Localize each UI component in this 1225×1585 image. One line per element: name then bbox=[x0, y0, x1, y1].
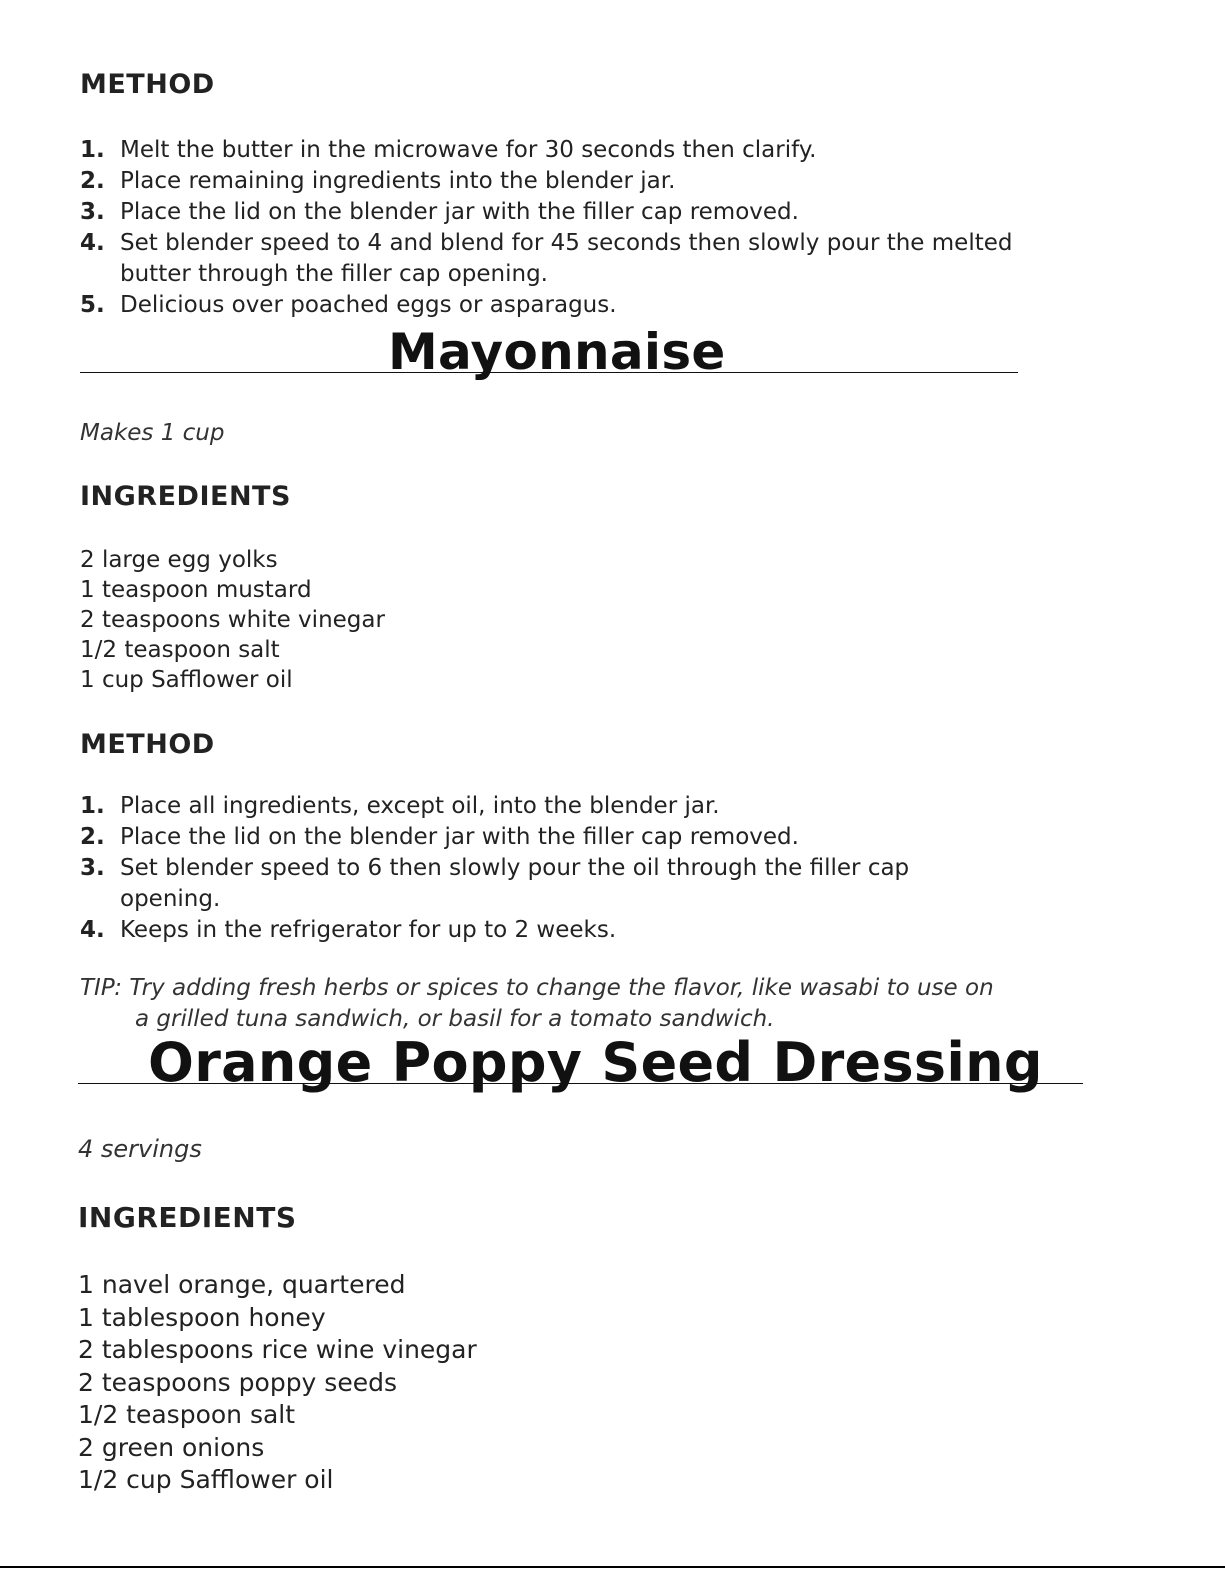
method-step bbox=[80, 853, 920, 915]
recipe-yield: 4 servings bbox=[78, 1135, 202, 1163]
method-step bbox=[80, 197, 1040, 228]
recipe-yield: Makes 1 cup bbox=[80, 420, 225, 446]
method-step bbox=[80, 822, 920, 853]
ingredient-item: 1 navel orange, quartered bbox=[78, 1270, 406, 1299]
step-number: 4. bbox=[80, 230, 105, 256]
step-text: Set blender speed to 4 and blend for 45 seconds then slowly pour the melted butter through the filler cap opening. bbox=[120, 230, 1013, 287]
method-step bbox=[80, 290, 1040, 321]
method-steps bbox=[80, 135, 1040, 321]
ingredient-item: 1 cup Safflower oil bbox=[80, 667, 293, 693]
step-number: 2. bbox=[80, 168, 105, 194]
method-step bbox=[80, 791, 920, 822]
tip-text: TIP: Try adding fresh herbs or spices to change the flavor, like wasabi to use on a grilled tuna sandwich, or basil for a tomato sandwich. bbox=[80, 975, 994, 1032]
step-text: Place remaining ingredients into the blender jar. bbox=[120, 168, 676, 194]
step-number: 5. bbox=[80, 292, 105, 318]
step-text: Set blender speed to 6 then slowly pour the oil through the filler cap opening. bbox=[120, 855, 910, 912]
method-step bbox=[80, 166, 1040, 197]
ingredient-item: 2 green onions bbox=[78, 1432, 265, 1462]
method-step bbox=[80, 135, 1040, 166]
ingredient-item: 2 teaspoons white vinegar bbox=[80, 607, 385, 633]
step-text: Melt the butter in the microwave for 30 seconds then clarify. bbox=[120, 137, 817, 163]
ingredient-item: 1 tablespoon honey bbox=[78, 1302, 326, 1332]
step-number: 4. bbox=[80, 917, 105, 943]
recipe-title-orange-poppy-seed-dressing: Orange Poppy Seed Dressing bbox=[148, 1031, 1043, 1094]
method-step bbox=[80, 915, 920, 946]
method-steps bbox=[80, 791, 920, 946]
step-number: 3. bbox=[80, 855, 105, 881]
method-heading: METHOD bbox=[80, 69, 215, 100]
step-number: 2. bbox=[80, 824, 105, 850]
method-heading: METHOD bbox=[80, 729, 215, 760]
step-text: Place the lid on the blender jar with the filler cap removed. bbox=[120, 199, 799, 225]
ingredients-list bbox=[80, 545, 385, 695]
ingredient-item: 2 teaspoons poppy seeds bbox=[78, 1367, 397, 1397]
method-step bbox=[80, 228, 1040, 290]
step-number: 1. bbox=[80, 137, 105, 163]
step-text: Delicious over poached eggs or asparagus. bbox=[120, 292, 617, 318]
ingredient-item: 1 teaspoon mustard bbox=[80, 577, 312, 603]
page-bottom-rule bbox=[0, 1566, 1225, 1568]
ingredient-item: 1/2 teaspoon salt bbox=[78, 1400, 296, 1429]
step-text: Place all ingredients, except oil, into the blender jar. bbox=[120, 793, 720, 819]
ingredient-item: 1/2 cup Safflower oil bbox=[78, 1465, 334, 1494]
step-number: 3. bbox=[80, 199, 105, 225]
step-text: Keeps in the refrigerator for up to 2 weeks. bbox=[120, 917, 617, 943]
ingredients-heading: INGREDIENTS bbox=[80, 481, 291, 512]
step-number: 1. bbox=[80, 793, 105, 819]
ingredient-item: 2 large egg yolks bbox=[80, 547, 278, 573]
recipe-title-mayonnaise: Mayonnaise bbox=[388, 323, 726, 381]
ingredients-heading: INGREDIENTS bbox=[78, 1201, 297, 1234]
ingredient-item: 2 tablespoons rice wine vinegar bbox=[78, 1335, 477, 1364]
step-text: Place the lid on the blender jar with the filler cap removed. bbox=[120, 824, 799, 850]
ingredient-item: 1/2 teaspoon salt bbox=[80, 637, 280, 663]
ingredients-list bbox=[78, 1269, 477, 1497]
